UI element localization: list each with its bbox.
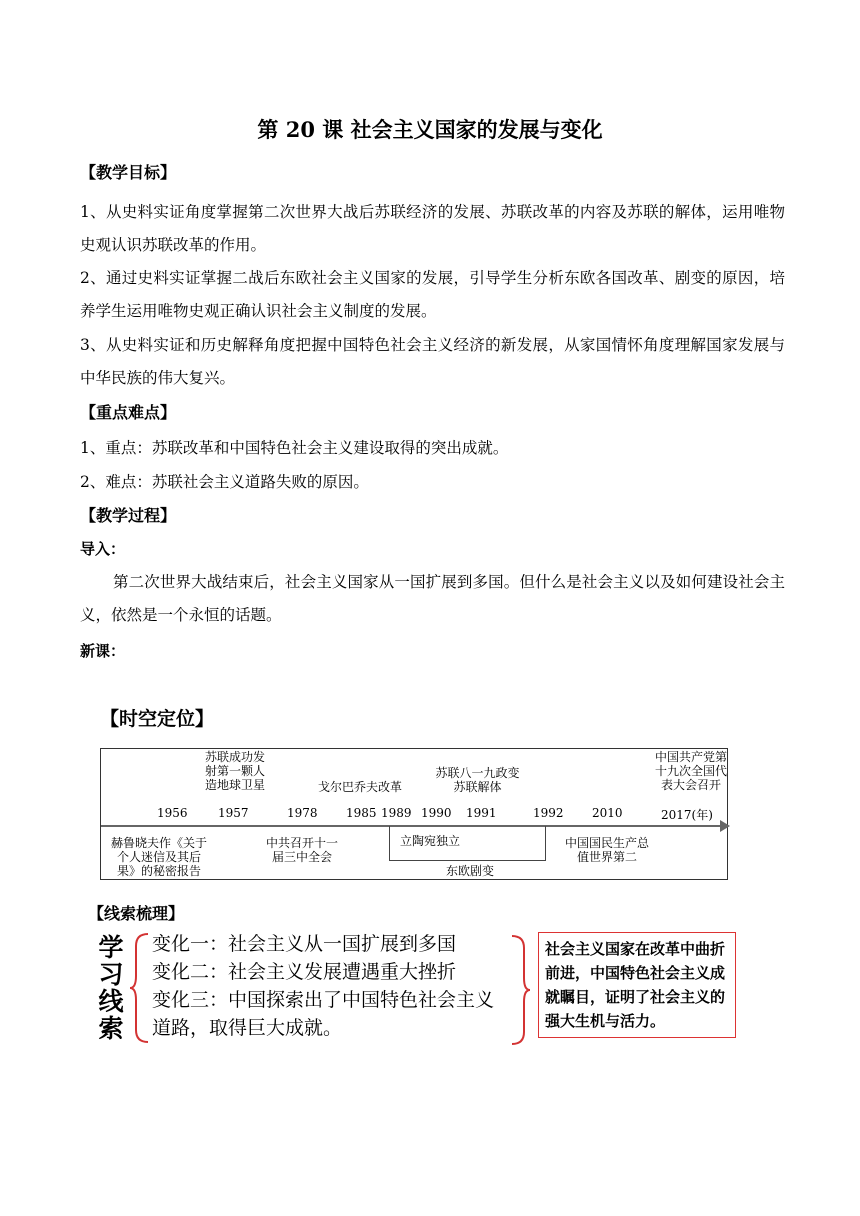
year-1990: 1990 (421, 806, 452, 820)
timeline-heading: 【时空定位】 (100, 708, 215, 730)
clue-side-label (96, 934, 126, 1042)
clue-item-3: 变化三：中国探索出了中国特色社会主义 (152, 989, 495, 1011)
event-1957-satellite: 苏联成功发射第一颗人造地球卫星 (204, 750, 265, 792)
year-1978: 1978 (287, 806, 318, 820)
clue-item-1: 变化一：社会主义从一国扩展到多国 (152, 933, 457, 955)
intro-text: 第二次世界大战结束后，社会主义国家从一国扩展到多国。但什么是社会主义以及如何建设社会主义，依然是一个永恒的话题。 (80, 573, 785, 624)
year-1989: 1989 (381, 806, 412, 820)
year-1957: 1957 (218, 806, 249, 820)
event-1990-lithuania: 立陶宛独立 (399, 834, 460, 848)
clue-item-4: 道路，取得巨大成就。 (152, 1017, 343, 1039)
arrow-right-icon (720, 820, 730, 832)
event-2017-congress: 中国共产党第十九次全国代表大会召开 (654, 750, 727, 792)
year-1991: 1991 (466, 806, 497, 820)
year-1985: 1985 (346, 806, 377, 820)
page-title: 第 20 课 社会主义国家的发展与变化 (257, 117, 603, 142)
event-1956-report: 赫鲁晓夫作《关于个人迷信及其后果》的秘密报告 (110, 836, 207, 878)
intro-label: 导入： (80, 540, 126, 558)
event-1991-coup: 苏联八一九政变苏联解体 (435, 766, 520, 794)
side-char-3: 线 (98, 987, 124, 1016)
keypoint-1: 1、重点：苏联改革和中国特色社会主义建设取得的突出成就。 (80, 439, 509, 457)
keypoint-2: 2、难点：苏联社会主义道路失败的原因。 (80, 473, 369, 491)
event-1985-reform: 戈尔巴乔夫改革 (317, 780, 402, 794)
new-lesson-label: 新课： (80, 642, 126, 660)
year-1956: 1956 (157, 806, 188, 820)
side-char-1: 学 (98, 933, 124, 962)
year-1992: 1992 (533, 806, 564, 820)
process-heading: 【教学过程】 (80, 506, 177, 525)
objective-1: 1、从史料实证角度掌握第二次世界大战后苏联经济的发展、苏联改革的内容及苏联的解体，运用唯物史观认识苏联改革的作用。 (80, 203, 785, 254)
right-brace-icon (508, 934, 532, 1046)
clue-list (152, 930, 494, 1042)
side-char-4: 索 (98, 1014, 124, 1043)
year-2017: 2017(年) (661, 808, 713, 822)
clues-heading: 【线索梳理】 (88, 904, 185, 923)
objective-3: 3、从史料实证和历史解释角度把握中国特色社会主义经济的新发展，从家国情怀角度理解国家发展与中华民族的伟大复兴。 (80, 336, 785, 387)
objective-2: 2、通过史料实证掌握二战后东欧社会主义国家的发展，引导学生分析东欧各国改革、剧变的原因，培养学生运用唯物史观正确认识社会主义制度的发展。 (80, 269, 785, 320)
clue-conclusion-box: 社会主义国家在改革中曲折前进，中国特色社会主义成就瞩目，证明了社会主义的强大生机与活力。 (538, 932, 736, 1038)
keypoints-heading: 【重点难点】 (80, 403, 177, 422)
objectives-heading: 【教学目标】 (80, 163, 177, 182)
event-2010-gdp: 中国国民生产总值世界第二 (564, 836, 649, 864)
event-1978-plenum: 中共召开十一届三中全会 (265, 836, 338, 864)
year-2010: 2010 (592, 806, 623, 820)
clue-item-2: 变化二：社会主义发展遭遇重大挫折 (152, 961, 457, 983)
side-char-2: 习 (98, 960, 124, 989)
event-eastern-europe: 东欧剧变 (445, 864, 494, 878)
left-brace-icon (128, 932, 152, 1044)
